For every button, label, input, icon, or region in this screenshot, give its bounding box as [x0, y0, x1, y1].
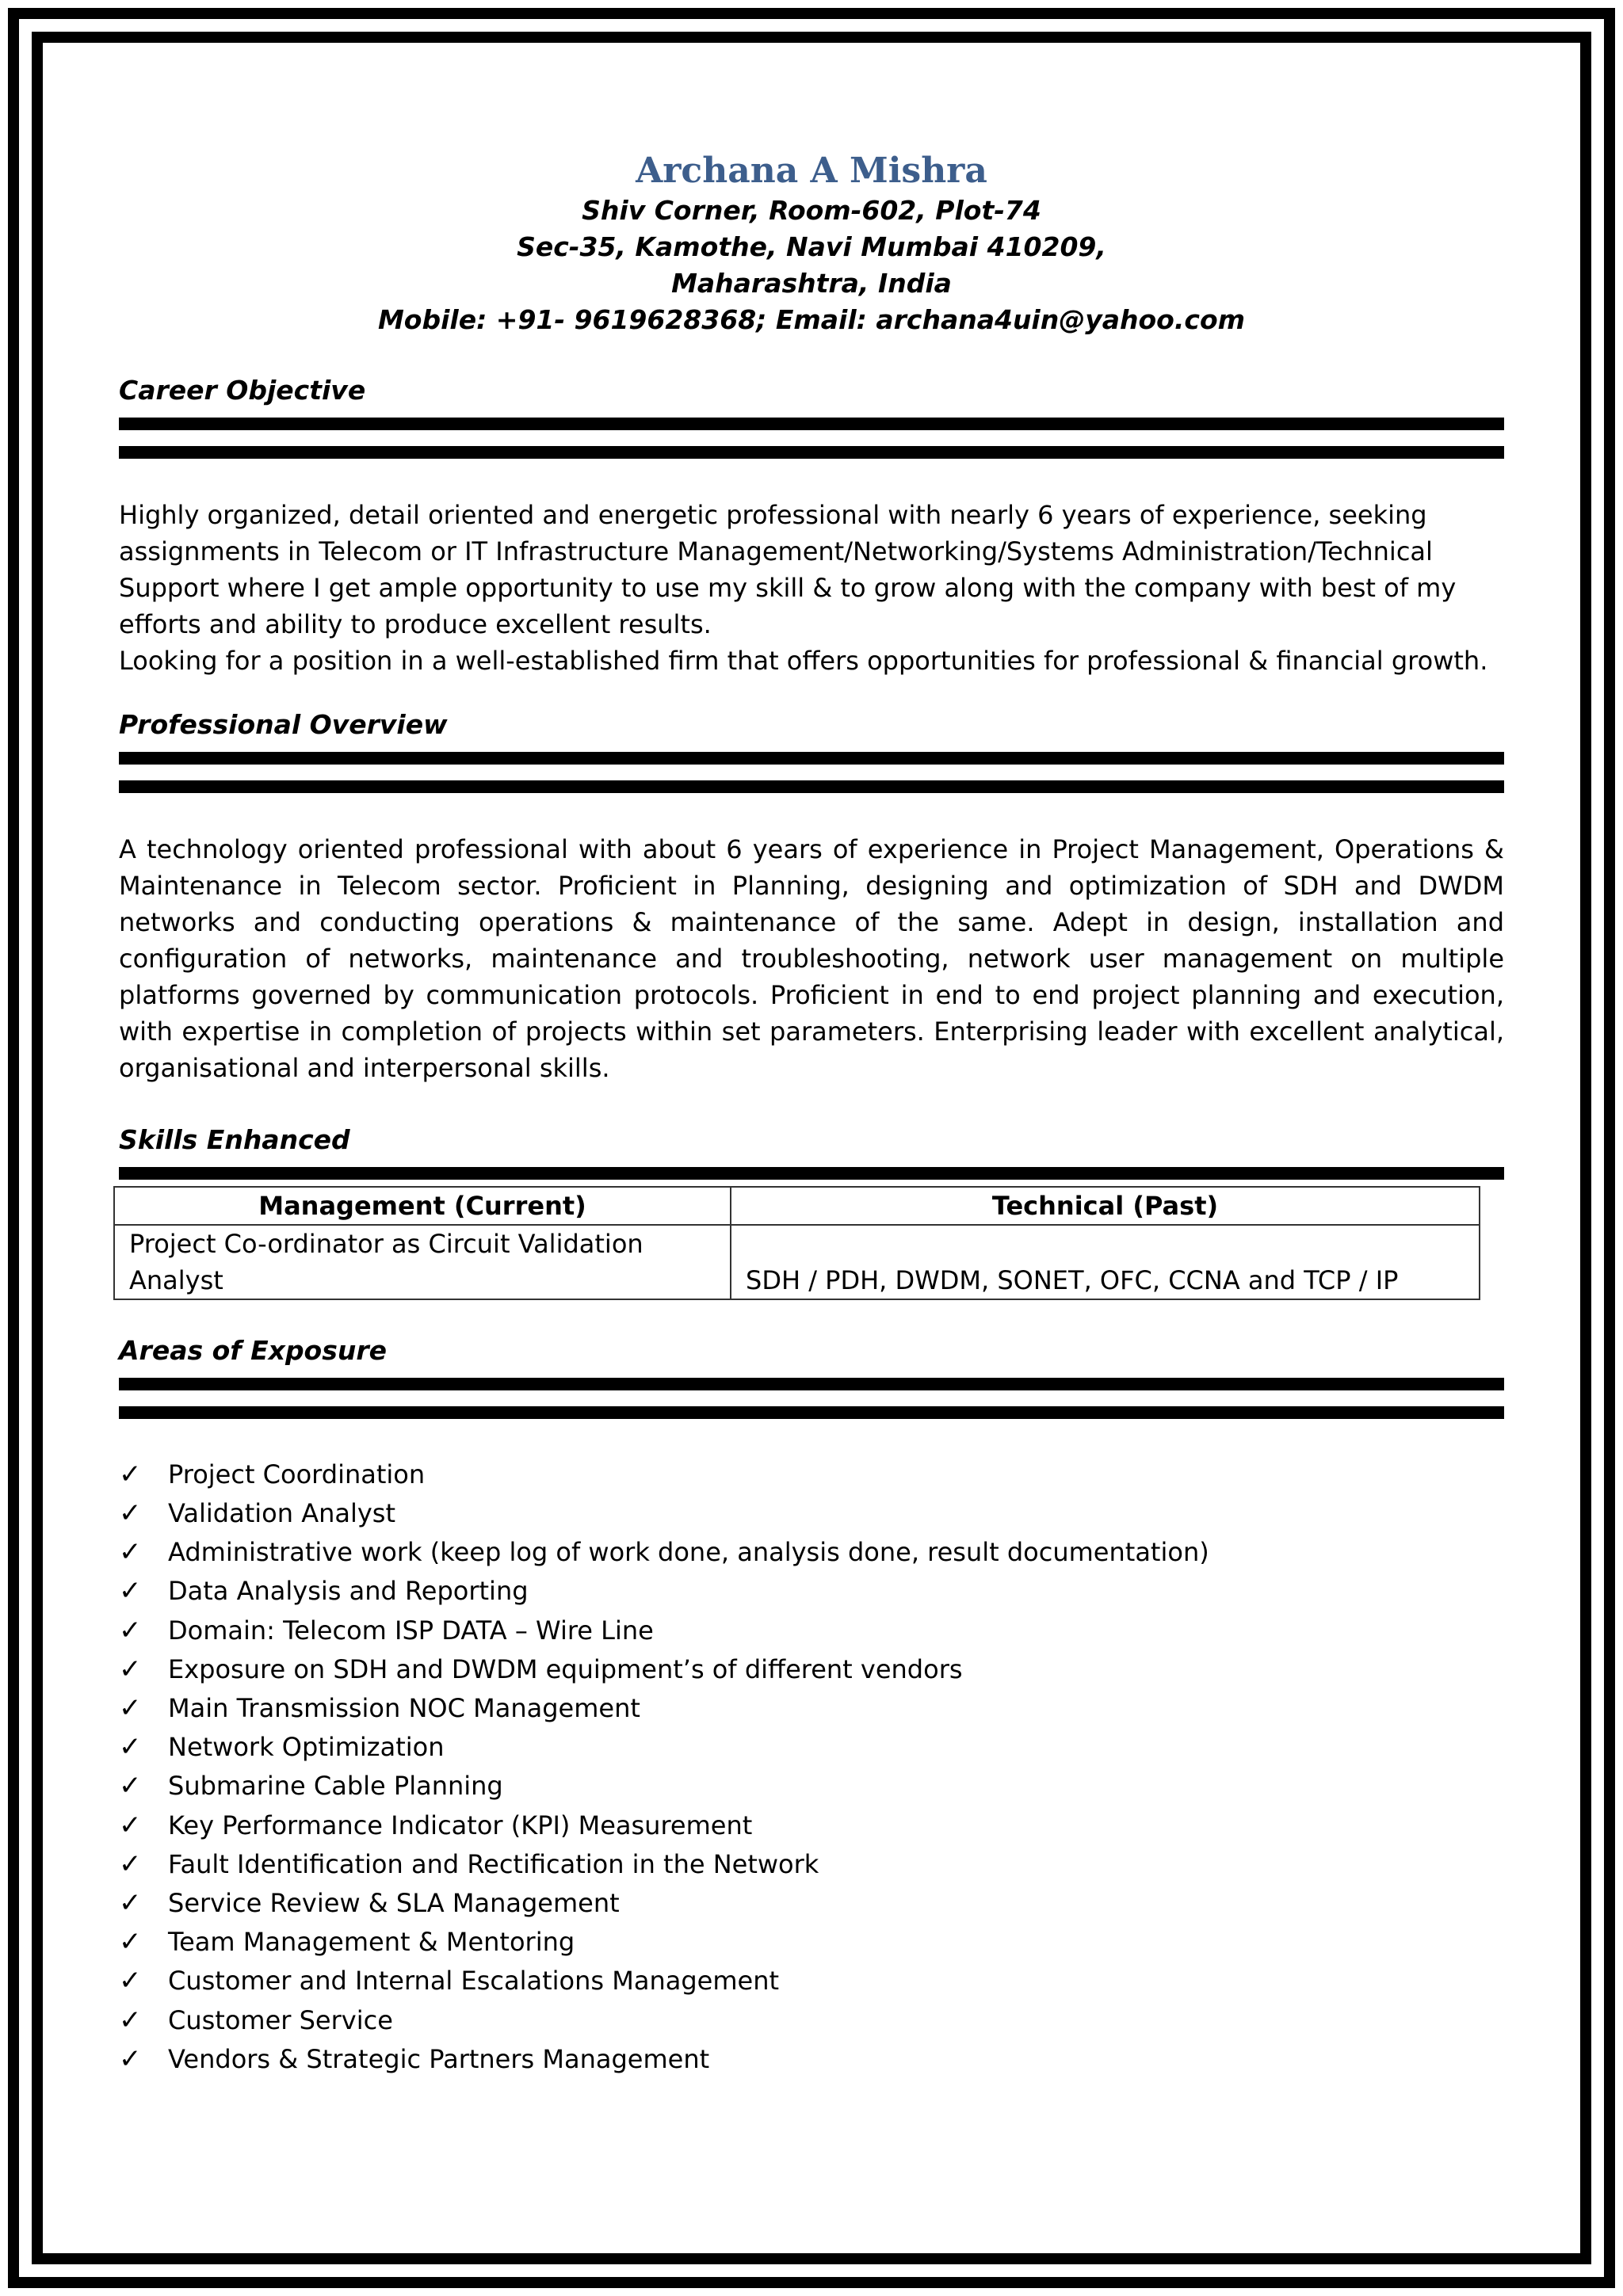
management-skill-cell — [114, 1225, 731, 1299]
contact-line: Mobile: +91- 9619628368; Email: archana4uin@yahoo.com — [377, 303, 1246, 335]
list-item — [119, 2040, 1504, 2079]
section-rule — [119, 752, 1504, 765]
technical-skill-cell: SDH / PDH, DWDM, SONET, OFC, CCNA and TCP / IP — [731, 1225, 1480, 1299]
checkmark-icon: ✓ — [119, 2004, 142, 2036]
list-item — [119, 1455, 1504, 1494]
checkmark-icon: ✓ — [119, 1497, 142, 1529]
list-item-label: Project Coordination — [168, 1459, 426, 1489]
section-rule — [119, 1167, 1504, 1180]
section-title: Professional Overview — [119, 708, 448, 740]
list-item-label: Main Transmission NOC Management — [168, 1693, 640, 1724]
list-item-label: Administrative work (keep log of work done, analysis done, result documentation) — [168, 1537, 1209, 1568]
list-item — [119, 1572, 1504, 1611]
checkmark-icon: ✓ — [119, 1653, 142, 1685]
list-item — [119, 1611, 1504, 1650]
column-header-management: Management (Current) — [114, 1187, 731, 1225]
checkmark-icon: ✓ — [119, 1614, 142, 1646]
list-item — [119, 1806, 1504, 1845]
section-rule — [119, 418, 1504, 430]
section-title: Career Objective — [119, 374, 366, 406]
section-rule — [119, 780, 1504, 793]
list-item — [119, 1845, 1504, 1884]
list-item — [119, 1650, 1504, 1689]
list-item — [119, 1962, 1504, 2000]
skills-section — [119, 1123, 1504, 1300]
table-header-row — [114, 1187, 1480, 1225]
management-skill-line-1: Project Co-ordinator as Circuit Validation — [129, 1228, 643, 1259]
exposure-section — [119, 1333, 1504, 2079]
list-item — [119, 1884, 1504, 1923]
list-item — [119, 1923, 1504, 1962]
list-item — [119, 1533, 1504, 1572]
objective-paragraph — [119, 497, 1504, 679]
checkmark-icon: ✓ — [119, 1887, 142, 1920]
overview-paragraph: A technology oriented professional with about 6 years of experience in Project Management, Operations & Maintenance in Telecom sector. Proficient in Planning, designing and optimization of SDH and DWDM networks and conducting operations & maintenance of the same. Adept in design, installation and configuration of networks, maintenance and troubleshooting, network user management on multiple platforms governed by communication protocols. Proficient in end to end project planning and execution, with expertise in completion of projects within set parameters. Enterprising leader with excellent analytical, organisational and interpersonal skills. — [119, 833, 1504, 1083]
list-item-label: Team Management & Mentoring — [168, 1927, 575, 1958]
section-title: Skills Enhanced — [119, 1123, 350, 1155]
exposure-list — [119, 1455, 1504, 2079]
list-item-label: Exposure on SDH and DWDM equipment’s of different vendors — [168, 1653, 963, 1684]
column-header-technical: Technical (Past) — [731, 1187, 1480, 1225]
checkmark-icon: ✓ — [119, 1809, 142, 1841]
section-rule — [119, 446, 1504, 459]
section-rule — [119, 1406, 1504, 1419]
career-objective-section — [119, 373, 1504, 679]
list-item-label: Fault Identification and Rectification in the Network — [168, 1848, 819, 1879]
list-item — [119, 1728, 1504, 1767]
list-item-label: Domain: Telecom ISP DATA – Wire Line — [168, 1615, 654, 1646]
list-item-label: Validation Analyst — [168, 1498, 396, 1528]
list-item-label: Customer and Internal Escalations Management — [168, 1966, 780, 1997]
candidate-name: Archana A Mishra — [636, 151, 987, 191]
list-item-label: Vendors & Strategic Partners Management — [168, 2043, 710, 2074]
checkmark-icon: ✓ — [119, 1770, 142, 1802]
checkmark-icon: ✓ — [119, 1848, 142, 1880]
management-skill-line-2: Analyst — [129, 1264, 223, 1295]
skills-table — [113, 1186, 1480, 1300]
list-item-label: Network Optimization — [168, 1732, 445, 1763]
section-rule — [119, 1378, 1504, 1390]
list-item-label: Data Analysis and Reporting — [168, 1576, 529, 1607]
table-row — [114, 1225, 1480, 1299]
section-title: Areas of Exposure — [119, 1334, 388, 1366]
objective-text-2: Looking for a position in a well-established firm that offers opportunities for professional & financial growth. — [119, 645, 1488, 676]
list-item-label: Customer Service — [168, 2004, 393, 2035]
list-item-label: Key Performance Indicator (KPI) Measurement — [168, 1810, 753, 1840]
list-item — [119, 1689, 1504, 1728]
address-line-1: Shiv Corner, Room-602, Plot-74 — [582, 194, 1041, 226]
checkmark-icon: ✓ — [119, 2042, 142, 2075]
list-item-label: Service Review & SLA Management — [168, 1888, 620, 1919]
resume-content — [119, 151, 1504, 2079]
list-item-label: Submarine Cable Planning — [168, 1771, 503, 1802]
checkmark-icon: ✓ — [119, 1536, 142, 1569]
professional-overview-section — [119, 707, 1504, 1086]
checkmark-icon: ✓ — [119, 1926, 142, 1958]
checkmark-icon: ✓ — [119, 1965, 142, 1997]
list-item — [119, 1494, 1504, 1533]
objective-text: Highly organized, detail oriented and energetic professional with nearly 6 years of experience, seeking assignments in Telecom or IT Infrastructure Management/Networking/Systems Administration/Technical Support where I get ample opportunity to use my skill & to grow along with the company with best of my efforts and ability to produce excellent results. — [119, 499, 1457, 639]
list-item — [119, 1767, 1504, 1806]
address-line-3: Maharashtra, India — [671, 267, 952, 299]
checkmark-icon: ✓ — [119, 1731, 142, 1764]
address-line-2: Sec-35, Kamothe, Navi Mumbai 410209, — [517, 231, 1106, 262]
resume-header — [119, 151, 1504, 338]
checkmark-icon: ✓ — [119, 1575, 142, 1608]
checkmark-icon: ✓ — [119, 1458, 142, 1490]
list-item — [119, 2001, 1504, 2040]
checkmark-icon: ✓ — [119, 1692, 142, 1725]
